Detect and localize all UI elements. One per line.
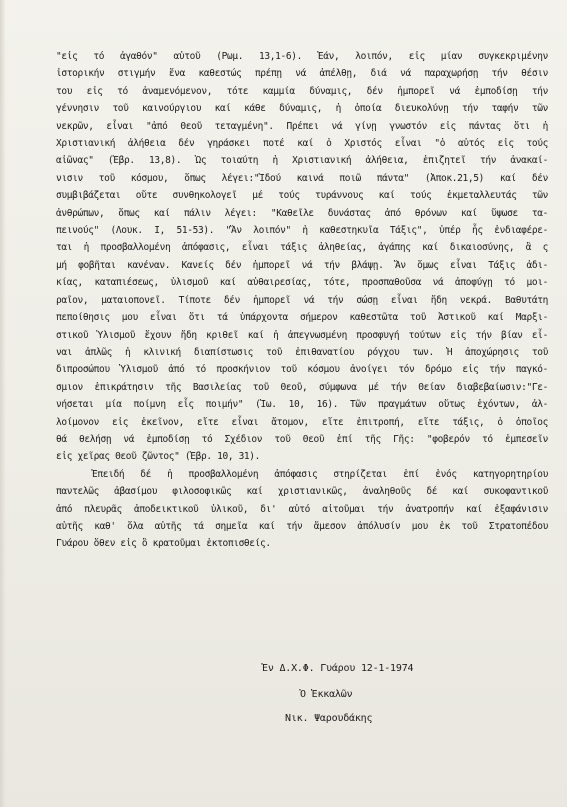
text-line: αὐτῆς καθ' ὅλα αὐτῆς τά σημεῖα καί τήν ἄμεσον ἀπόλυσίν μου ἐκ τοῦ Στρατοπέδου [56, 520, 548, 532]
text-line: σμιον ἐπικράτησιν τῆς Βασιλείας τοῦ Θεοῦ, σύμφωνα μέ τήν Θείαν διαβεβαίωσιν:"Γε- [56, 381, 548, 393]
text-line: ἱστορικήν στιγμήν ἕνα καθεστώς πρέπῃ νά ἀπέλθῃ, διά νά παραχωρήσῃ τήν θέσιν [56, 68, 548, 80]
text-line: Χριστιανική ἀλήθεια δέν γηράσκει ποτέ καί ὁ Χριστός εἶναι "ὁ αὐτός εἰς τούς [56, 138, 548, 150]
page-edge-shadow [0, 0, 6, 807]
text-line: Ἐπειδή δέ ἡ προσβαλλομένη ἀπόφασις στηρίζεται ἐπί ἑνός κατηγορητηρίου [92, 468, 548, 480]
text-line: στικοῦ Ὑλισμοῦ ἔχουν ἤδη κριθεῖ καί ἡ ἀπεγνωσμένη προσφυγή τούτων εἰς τήν βίαν εἶ- [56, 329, 548, 341]
text-line: νήσεται μία ποίμνη εἷς ποιμήν" (Ἰω. 10, 16). Τῶν πραγμάτων οὕτως ἐχόντων, ἀλ- [56, 399, 548, 411]
text-line: πεποίθησις μου εἶναι ὅτι τά ὑπάρχοντα σήμερον καθεστῶτα τοῦ Ἀστικοῦ καί Μαρξι- [56, 312, 548, 324]
document-body [56, 48, 548, 553]
place-date: Ἐν Δ.Χ.Φ. Γυάρου 12-1-1974 [262, 663, 414, 674]
text-line: λοίμονον εἰς ἐκεῖνον, εἴτε εἶναι ἄτομον, εἴτε ἐπιτροπή, εἴτε τάξις, ὁ ὁποῖος [56, 416, 548, 428]
text-line: πεινούς" (Λουκ. Ι, 51-53). "Ἄν λοιπόν" ἡ καθεστηκυῖα Τάξις", ὑπέρ ἧς ἐνδιαφέρε- [56, 225, 548, 237]
text-line: "εἰς τό ἀγαθόν" αὐτοῦ (Ρωμ. 13,1-6). Ἐάν, λοιπόν, εἰς μίαν συγκεκριμένην [56, 51, 548, 62]
text-line: ται ἡ προσβαλλομένη ἀπόφασις, εἶναι τάξις ἀληθείας, ἀγάπης καί δικαιοσύνης, ἃ ς [56, 242, 548, 254]
text-line: ἀπό πλευρᾶς ἀποδεικτικοῦ ὑλικοῦ, δι' αὐτό αἰτοῦμαι τήν ἀνατροπήν καί ἐξαφάνισιν [56, 503, 548, 515]
text-line: αἰῶνας" (Ἑβρ. 13,8). Ὡς τοιαύτη ἡ Χριστιανική ἀλήθεια, ἐπιζητεῖ τήν ἀνακαί- [56, 155, 548, 167]
text-line: θά θελήσῃ νά ἐμποδίσῃ τό Σχέδιον τοῦ Θεοῦ ἐπί τῆς Γῆς: "φοβερόν τό ἐμπεσεῖν [56, 433, 548, 445]
text-line: ναι ἁπλῶς ἡ κλινική διαπίστωσις τοῦ ἐπιθανατίου ρόγχου των. Ἡ ἀποχώρησις τοῦ [56, 346, 548, 358]
text-line: διπροσώπου Ὑλισμοῦ ἀπό τό προσκήνιον τοῦ κόσμου ἀνοίγει τόν δρόμο εἰς τήν παγκό- [56, 364, 548, 376]
text-line: κίας, καταπιέσεως, ὑλισμοῦ καί αὐθαιρεσίας, τότε, προσπαθοῦσα νά ἀποφύγῃ τό μοι- [56, 277, 548, 289]
text-line: παντελῶς ἀβασίμου φιλοσοφικῶς καί χριστιανικῶς, ἀναληθοῦς δέ καί συκοφαντικοῦ [56, 486, 548, 498]
text-line: νισιν τοῦ κόσμου, ὅπως λέγει:"Ἰδού καινά ποιῶ πάντα" (Ἀποκ.21,5) καί δέν [56, 172, 548, 184]
signer-name: Νικ. Ψαρουδάκης [285, 713, 373, 724]
text-line: ἀνθρώπων, ὅπως καί πάλιν λέγει: "Καθεῖλε δυνάστας ἀπό θρόνων καί ὕψωσε τα- [56, 207, 548, 219]
text-line: συμβιβάζεται οὔτε συνθηκολογεῖ μέ τούς τυράννους καί τούς ἐκμεταλλευτάς τῶν [56, 190, 548, 202]
text-line: εἰς χεῖρας Θεοῦ ζῶντος" (Ἑβρ. 10, 31). [56, 451, 261, 463]
text-line: νεκρῶν, εἶναι "ἀπό Θεοῦ τεταγμένη". Πρέπει νά γίνῃ γνωστόν εἰς πάντας ὅτι ἡ [56, 120, 548, 132]
text-line: μή φοβῆται κανέναν. Κανείς δέν ἠμπορεῖ νά τήν βλάψῃ. Ἄν ὅμως εἶναι Τάξις ἀδι- [56, 259, 548, 271]
signer-role: Ὁ Ἐκκαλῶν [300, 689, 353, 700]
text-line: Γυάρου ὅθεν εἰς ὃ κρατοῦμαι ἐκτοπισθείς. [56, 538, 271, 550]
text-line: ραῖον, ματαιοπονεῖ. Τίποτε δέν ἠμπορεῖ νά τήν σώσῃ εἶναι ἤδη νεκρά. Βαθυτάτη [56, 294, 548, 306]
text-line: γέννησιν τοῦ καινούργιου καί κάθε δύναμις, ἡ ὁποία διευκολύνῃ τήν ταφήν τῶν [56, 103, 548, 115]
text-line: του εἰς τό ἀναμενόμενον, τότε καμμία δύναμις, δέν ἠμπορεῖ νά ἐμποδίσῃ τήν [56, 85, 548, 97]
